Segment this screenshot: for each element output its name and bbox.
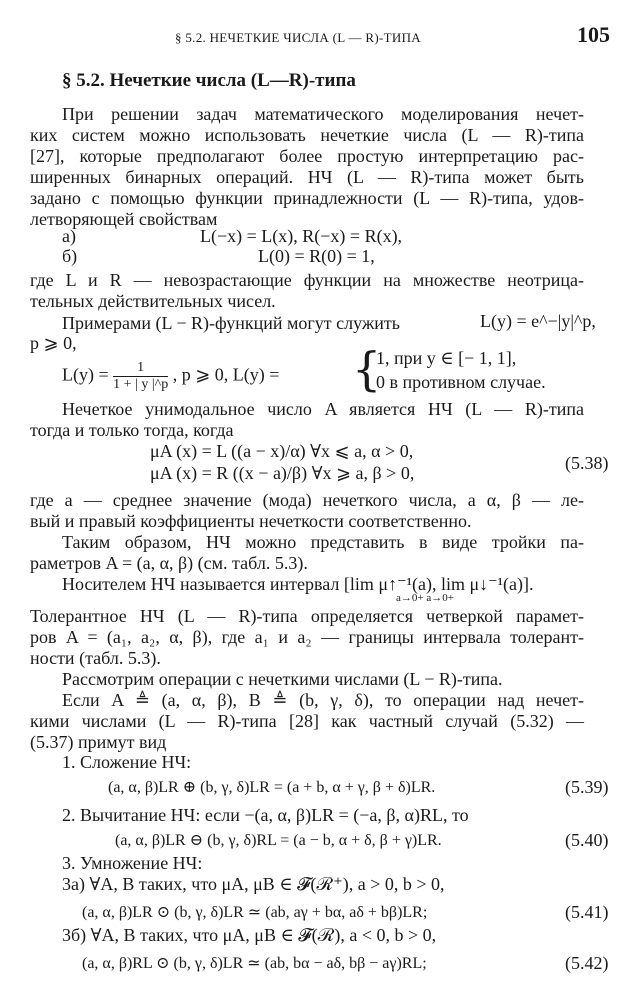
equation-line: μA (x) = R ((x − a)/β) ∀x ⩾ a, β > 0, xyxy=(150,463,415,483)
formula-text: , p ⩾ 0, L(y) = xyxy=(172,364,280,385)
example-formula-exp: L(y) = e^−|y|^p, xyxy=(480,311,596,331)
paragraph-line: [27], которые предполагают более простую интерпретацию рас- xyxy=(30,146,584,166)
paragraph-line: где a — среднее значение (мода) нечеткого числа, a α, β — ле- xyxy=(30,490,584,510)
paragraph-line: летворяющей свойствам xyxy=(30,209,218,229)
property-label: а) xyxy=(62,226,76,246)
equation-line: (a, α, β)LR ⊕ (b, γ, δ)LR = (a + b, α + γ, β + δ)LR. xyxy=(108,779,436,796)
paragraph-line: ких систем можно использовать нечеткие числа (L — R)-типа xyxy=(30,125,584,145)
case-line: 1, при y ∈ [− 1, 1], xyxy=(376,348,517,368)
equation-line: μA (x) = L ((a − x)/α) ∀x ⩽ a, α > 0, xyxy=(150,441,414,461)
operation-title: 3. Умножение НЧ: xyxy=(62,853,203,873)
paragraph-line: кими числами (L — R)-типа [28] как частный случай (5.32) — xyxy=(30,711,584,731)
equation-line: (a, α, β)LR ⊖ (b, γ, δ)RL = (a − b, α + δ, β + γ)LR. xyxy=(115,832,442,849)
operation-condition: 3а) ∀A, B таких, что μA, μB ∈ 𝓕(ℛ⁺), a > 0, b > 0, xyxy=(62,874,445,894)
paragraph-line: раметров A = (a, α, β) (см. табл. 5.3). xyxy=(30,553,308,573)
formula-text: L(y) = xyxy=(62,364,109,385)
equation-number: (5.39) xyxy=(565,777,609,797)
paragraph-line: тогда и только тогда, когда xyxy=(30,420,234,440)
paragraph-line: вый и правый коэффициенты нечеткости соответственно. xyxy=(30,511,472,531)
operation-title: 1. Сложение НЧ: xyxy=(62,752,192,772)
fraction xyxy=(113,360,168,393)
equation-number: (5.38) xyxy=(565,453,609,473)
operation-condition: 3б) ∀A, B таких, что μA, μB ∈ 𝓕(ℛ), a < 0, b > 0, xyxy=(62,925,437,945)
paragraph-line: ширенных бинарных операций. НЧ (L — R)-типа может быть xyxy=(30,167,584,187)
limit-subscripts: a→0+ a→0+ xyxy=(396,592,454,604)
paragraph-line: Если A ≜ (a, α, β), B ≜ (b, γ, δ), то операции над нечет- xyxy=(62,690,584,710)
equation-line: (a, α, β)LR ⊙ (b, γ, δ)LR ≃ (ab, aγ + bα, aδ + bβ)LR; xyxy=(82,904,428,921)
case-brace: { xyxy=(352,342,382,396)
paragraph-line: задано с помощью функции принадлежности (L — R)-типа, удов- xyxy=(30,188,584,208)
fraction-denominator: 1 + | y |^p xyxy=(113,377,169,392)
paragraph-line: где L и R — невозрастающие функции на множестве неотрица- xyxy=(30,270,584,290)
paragraph-line: (5.37) примут вид xyxy=(30,732,167,752)
paragraph-line: ности (табл. 5.3). xyxy=(30,648,161,668)
running-header: § 5.2. НЕЧЕТКИЕ ЧИСЛА (L — R)-ТИПА xyxy=(175,30,421,45)
property-formula: L(0) = R(0) = 1, xyxy=(258,246,375,266)
paragraph-line: Толерантное НЧ (L — R)-типа определяется четверкой парамет- xyxy=(30,606,584,626)
paragraph-line: Нечеткое унимодальное число A является НЧ (L — R)-типа xyxy=(62,399,584,419)
carrier-line: Носителем НЧ называется интервал [lim μ↑⁻¹(a), lim μ↓⁻¹(a)]. xyxy=(62,574,534,594)
case-line: 0 в противном случае. xyxy=(376,372,546,392)
paragraph-line: p ⩾ 0, xyxy=(30,333,77,353)
equation-number: (5.42) xyxy=(565,953,609,973)
paragraph-line: Примерами (L − R)-функций могут служить xyxy=(62,313,401,333)
paragraph-line: Таким образом, НЧ можно представить в виде тройки па- xyxy=(62,532,584,552)
paragraph-line: тельных действительных чисел. xyxy=(30,291,276,311)
paragraph-line: ров A = (a₁, a₂, α, β), где a₁ и a₂ — границы интервала толерант- xyxy=(30,627,584,647)
paragraph-line: Рассмотрим операции с нечеткими числами (L − R)-типа. xyxy=(62,669,503,689)
operation-title: 2. Вычитание НЧ: если −(a, α, β)LR = (−a, β, α)RL, то xyxy=(62,805,469,825)
paragraph-line: При решении задач математического моделирования нечет- xyxy=(62,104,584,124)
page-number: 105 xyxy=(577,22,610,47)
equation-line: (a, α, β)RL ⊙ (b, γ, δ)LR ≃ (ab, bα − aδ, bβ − aγ)RL; xyxy=(82,955,427,972)
fraction-numerator: 1 xyxy=(113,360,168,377)
equation-number: (5.41) xyxy=(565,902,609,922)
equation-number: (5.40) xyxy=(565,830,609,850)
example-formula-line xyxy=(62,360,279,393)
section-title: § 5.2. Нечеткие числа (L—R)-типа xyxy=(62,70,356,91)
property-label: б) xyxy=(62,246,78,266)
property-formula: L(−x) = L(x), R(−x) = R(x), xyxy=(200,226,403,246)
